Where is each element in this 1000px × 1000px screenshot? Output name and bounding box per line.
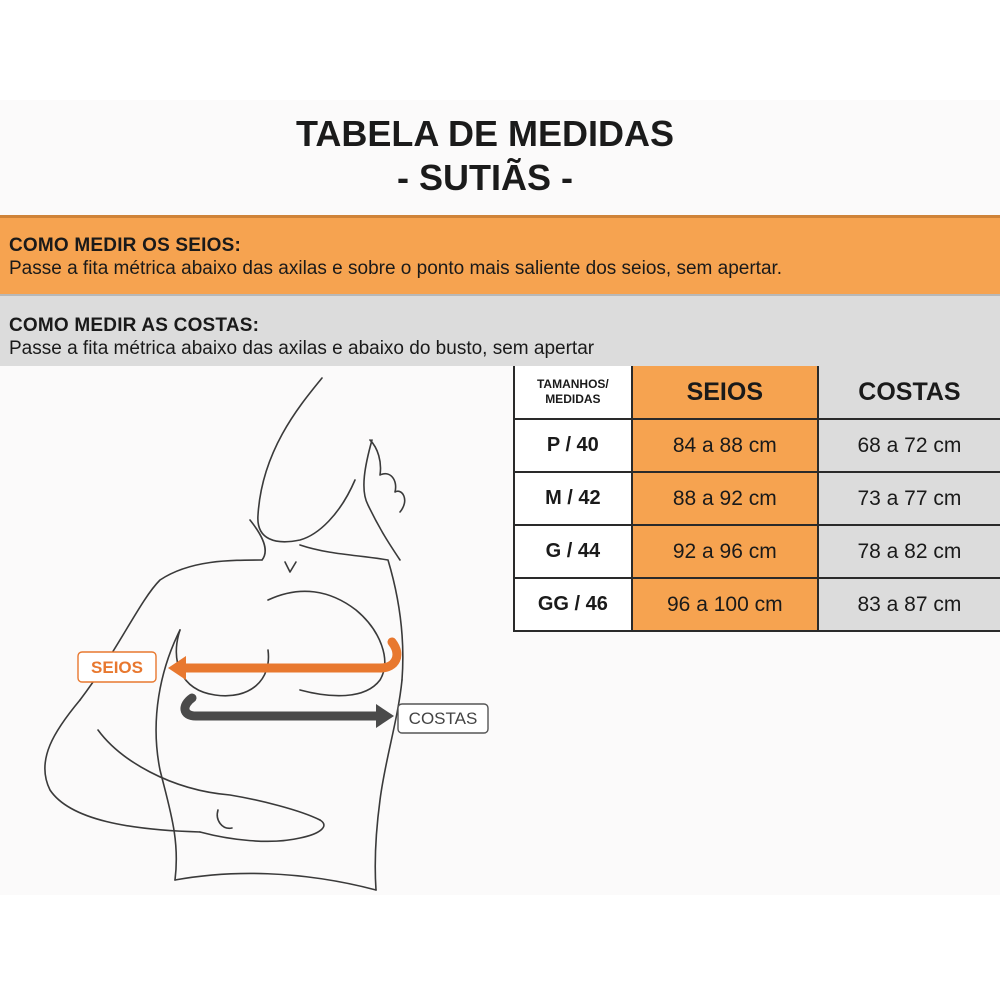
size-cell: P / 40 xyxy=(514,419,632,472)
shoulder-right xyxy=(300,545,403,680)
header-costas: COSTAS xyxy=(818,366,1000,419)
costas-label-box xyxy=(398,704,488,733)
title-line-2: - SUTIÃS - xyxy=(397,156,573,198)
costas-instructions-heading: COMO MEDIR AS COSTAS: xyxy=(9,315,260,336)
seios-cell: 96 a 100 cm xyxy=(632,578,818,631)
folded-hand xyxy=(200,820,324,841)
size-table xyxy=(513,366,1000,632)
table-row xyxy=(514,472,1000,525)
header-sizes-line-1: TAMANHOS/ xyxy=(536,377,609,391)
costas-instructions-text: Passe a fita métrica abaixo das axilas e abaixo do busto, sem apertar xyxy=(9,338,595,359)
seios-cell: 88 a 92 cm xyxy=(632,472,818,525)
page-title xyxy=(0,112,970,200)
header-sizes xyxy=(514,366,632,419)
size-cell: G / 44 xyxy=(514,525,632,578)
size-cell: GG / 46 xyxy=(514,578,632,631)
header-seios: SEIOS xyxy=(632,366,818,419)
seios-instructions-band xyxy=(0,215,1000,294)
costas-cell: 73 a 77 cm xyxy=(818,472,1000,525)
size-cell: M / 42 xyxy=(514,472,632,525)
head-outline xyxy=(258,378,355,542)
size-table-header xyxy=(514,366,1000,419)
folded-arm-upper xyxy=(45,700,200,832)
breast-left xyxy=(176,630,268,696)
table-row xyxy=(514,525,1000,578)
table-row xyxy=(514,578,1000,631)
seios-instructions-text: Passe a fita métrica abaixo das axilas e sobre o ponto mais saliente dos seios, sem apertar. xyxy=(9,258,783,279)
collarbone-mark xyxy=(285,562,296,572)
title-line-1: TABELA DE MEDIDAS xyxy=(296,113,674,154)
table-row xyxy=(514,419,1000,472)
costas-label-text: COSTAS xyxy=(408,709,478,728)
costas-cell: 68 a 72 cm xyxy=(818,419,1000,472)
header-sizes-line-2: MEDIDAS xyxy=(545,392,601,406)
hand-outline xyxy=(370,440,405,512)
folded-arm-lower xyxy=(98,730,320,820)
waist-curve xyxy=(175,873,376,890)
costas-cell: 78 a 82 cm xyxy=(818,525,1000,578)
seios-label-box xyxy=(78,652,156,682)
breast-right xyxy=(268,591,385,695)
costas-cell: 83 a 87 cm xyxy=(818,578,1000,631)
seios-instructions-heading: COMO MEDIR OS SEIOS: xyxy=(9,235,242,256)
folded-fingers xyxy=(217,810,232,828)
neck-left xyxy=(250,520,265,560)
body-measurement-illustration xyxy=(0,366,520,896)
seios-cell: 84 a 88 cm xyxy=(632,419,818,472)
costas-instructions-band xyxy=(0,294,1000,366)
seios-cell: 92 a 96 cm xyxy=(632,525,818,578)
seios-tape-arrow xyxy=(168,642,397,680)
raised-arm-outline xyxy=(364,440,400,560)
seios-label-text: SEIOS xyxy=(91,658,143,677)
costas-tape-arrow xyxy=(185,698,394,728)
